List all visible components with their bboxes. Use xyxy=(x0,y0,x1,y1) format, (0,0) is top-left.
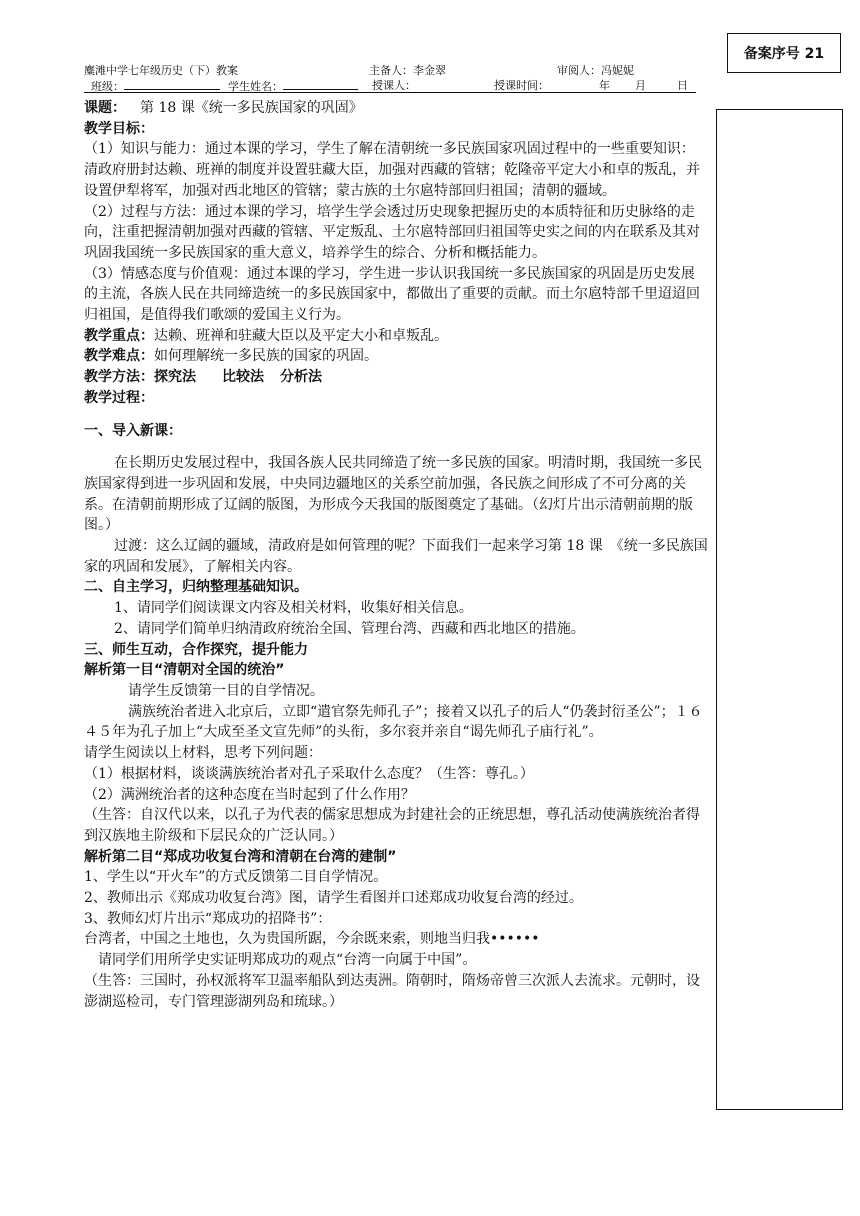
objective-1: （1）知识与能力：通过本课的学习，学生了解在清朝统一多民族国家巩固过程中的一些重要知识：清政府册封达赖、班禅的制度并设置驻藏大臣，加强对西藏的管辖；乾隆帝平定大小和卓的叛乱，并设置伊犁将军，加强对西北地区的管辖；蒙古族的土尔扈特部回归祖国；清朝的疆域。 xyxy=(84,141,700,199)
preparer-label: 主备人：李金翠 xyxy=(369,64,446,77)
teacher-label: 授课人： xyxy=(372,79,416,92)
method-2: 比较法 xyxy=(222,369,264,386)
notes-side-box xyxy=(716,109,843,1110)
section-1-heading: 一、导入新课： xyxy=(84,422,182,439)
process-heading: 教学过程： xyxy=(84,389,154,406)
class-field xyxy=(91,79,220,93)
record-number-box: 备案序号 21 xyxy=(727,33,841,73)
method-1: 探究法 xyxy=(154,369,196,386)
year-label: 年 xyxy=(599,79,610,92)
month-label: 月 xyxy=(635,79,646,92)
header-rule xyxy=(84,92,696,93)
part-1-question-1: （1）根据材料，谈谈满族统治者对孔子采取什么态度？（生答：尊孔。） xyxy=(84,765,534,782)
part-2-task: 请同学们用所学史实证明郑成功的观点“台湾一向属于中国”。 xyxy=(98,952,477,969)
student-label: 学生姓名： xyxy=(228,80,283,93)
section-3-heading: 三、师生互动，合作探究，提升能力 xyxy=(84,641,308,658)
lesson-title-line xyxy=(84,98,708,119)
school-doc-title: 麋滩中学七年级历史（下）教案 xyxy=(84,64,238,77)
day-label: 日 xyxy=(677,79,688,92)
student-field xyxy=(228,79,358,93)
part-1-feedback: 请学生反馈第一目的自学情况。 xyxy=(128,682,324,699)
objective-3: （3）情感态度与价值观：通过本课的学习，学生进一步认识我国统一多民族国家的巩固是历史发展的主流，各族人民在共同缔造统一的多民族国家中，都做出了重要的贡献。而土尔扈特部千里迢迢回归祖国，是值得我们歌颂的爱国主义行为。 xyxy=(84,265,700,324)
part-1-question-2: （2）满洲统治者的这种态度在当时起到了什么作用？ xyxy=(84,786,415,803)
key-text: 达赖、班禅和驻藏大臣以及平定大小和卓叛乱。 xyxy=(154,327,448,344)
lesson-title: 第 18 课《统一多民族国家的巩固》 xyxy=(140,100,363,116)
part-1-material: 满族统治者进入北京后，立即“遣官祭先师孔子”；接着又以孔子的后人“仍袭封衍圣公”；１６４５年为孔子加上“大成至圣文宣先师”的头衔，多尔衮并亲自“谒先师孔子庙行礼”。 xyxy=(84,703,703,741)
part-2-item-3: 3、教师幻灯片出示“郑成功的招降书”： xyxy=(84,910,332,927)
student-blank xyxy=(283,79,358,90)
part-2-heading: 解析第二目“郑成功收复台湾和清朝在台湾的建制” xyxy=(84,848,397,865)
part-2-answer: （生答：三国时，孙权派将军卫温率船队到达夷洲。隋朝时，隋炀帝曾三次派人去流求。元朝时，设澎湖巡检司，专门管理澎湖列岛和琉球。） xyxy=(84,972,700,1010)
part-2-item-2: 2、教师出示《郑成功收复台湾》图，请学生看图并口述郑成功收复台湾的经过。 xyxy=(84,890,583,907)
lesson-plan-body xyxy=(84,98,708,1012)
transition-paragraph: 过渡：这么辽阔的疆域，清政府是如何管理的呢？下面我们一起来学习第 18 课 《统一多民族国家的巩固和发展》，了解相关内容。 xyxy=(84,538,708,575)
time-label: 授课时间： xyxy=(494,79,549,92)
part-2-quote: 台湾者，中国之土地也，久为贵国所踞，今余既来索，则地当归我•••••• xyxy=(84,931,540,948)
method-label: 教学方法： xyxy=(84,369,154,386)
part-1-answer: （生答：自汉代以来，以孔子为代表的儒家思想成为封建社会的正统思想，尊孔活动使满族统治者得到汉族地主阶级和下层民众的广泛认同。） xyxy=(84,807,700,844)
objective-2: （2）过程与方法：通过本课的学习，培学生学会透过历史现象把握历史的本质特征和历史脉络的走向，注重把握清朝加强对西藏的管辖、平定叛乱、土尔扈特部回归祖国等史实之间的内在联系及其对巩固我国统一多民族国家的重大意义，培养学生的综合、分析和概括能力。 xyxy=(84,203,700,261)
key-point-line xyxy=(84,326,708,347)
self-study-item-1: 1、请同学们阅读课文内容及相关材料，收集好相关信息。 xyxy=(114,600,473,617)
class-label: 班级： xyxy=(91,80,124,93)
difficulty-line xyxy=(84,346,708,367)
self-study-item-2: 2、请同学们简单归纳清政府统治全国、管理台湾、西藏和西北地区的措施。 xyxy=(114,620,585,637)
part-1-prompt: 请学生阅读以上材料，思考下列问题： xyxy=(84,745,322,762)
method-3: 分析法 xyxy=(280,369,322,386)
reviewer-label: 审阅人：冯妮妮 xyxy=(557,64,634,77)
method-line xyxy=(84,367,708,388)
intro-paragraph: 在长期历史发展过程中，我国各族人民共同缔造了统一多民族的国家。明清时期，我国统一多民族国家得到进一步巩固和发展，中央同边疆地区的关系空前加强，各民族之间形成了不可分离的关系。在清朝前期形成了辽阔的版图，为形成今天我国的版图奠定了基础。（幻灯片出示清朝前期的版图。） xyxy=(84,455,702,534)
part-1-heading: 解析第一目“清朝对全国的统治” xyxy=(84,662,285,679)
part-2-item-1: 1、学生以“开火车”的方式反馈第二目自学情况。 xyxy=(84,869,388,886)
objectives-heading: 教学目标： xyxy=(84,120,154,137)
difficulty-text: 如何理解统一多民族的国家的巩固。 xyxy=(154,348,378,365)
section-2-heading: 二、自主学习，归纳整理基础知识。 xyxy=(84,579,308,596)
difficulty-label: 教学难点： xyxy=(84,348,154,365)
class-blank xyxy=(124,79,220,90)
key-label: 教学重点： xyxy=(84,327,154,344)
title-label: 课题： xyxy=(84,100,126,116)
